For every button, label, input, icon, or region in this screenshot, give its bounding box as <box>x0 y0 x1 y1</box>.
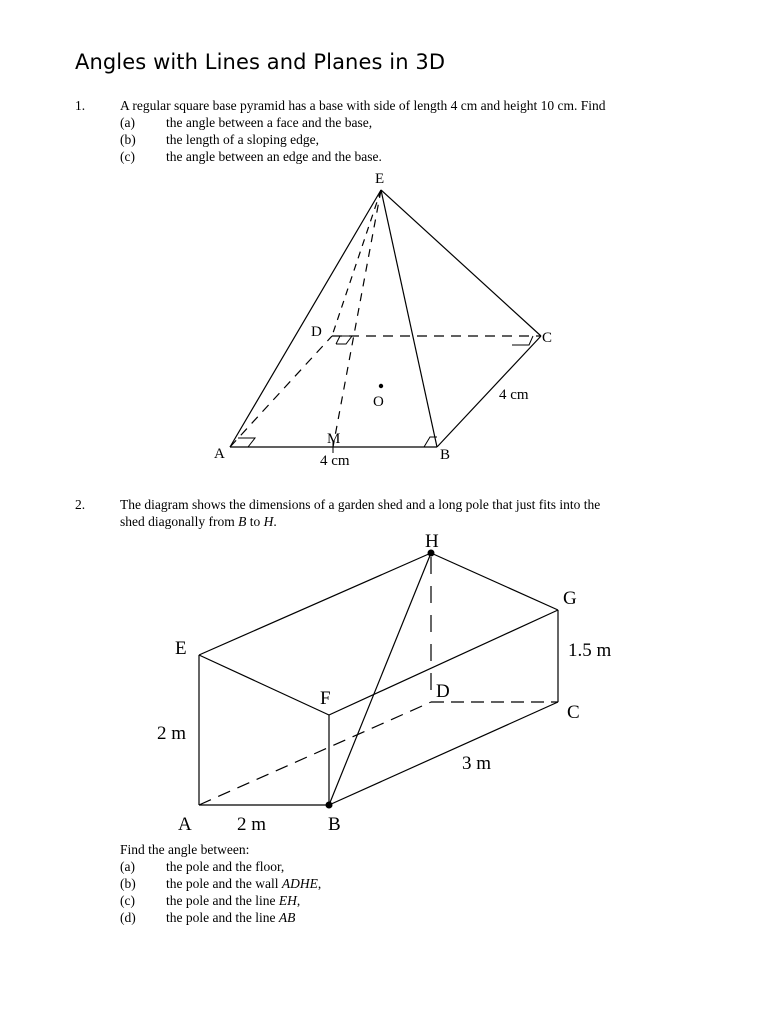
q2-text-line2-pre: shed diagonally from <box>120 514 239 529</box>
point-b-dot <box>326 802 333 809</box>
shed-edge-ef <box>199 655 329 715</box>
q2-number: 2. <box>75 497 86 512</box>
pyramid-edge-ec <box>381 190 541 336</box>
dimension-label-bc2: 3 m <box>462 753 492 774</box>
q1-part-c-label: (c) <box>120 149 135 164</box>
vertex-label-o: O <box>373 394 384 410</box>
shed-edge-hg <box>431 553 558 610</box>
q2-text-line2-end: . <box>273 514 277 529</box>
center-point-o <box>379 384 383 388</box>
vertex-label-a2: A <box>178 814 192 835</box>
dimension-label-ea: 2 m <box>157 723 187 744</box>
vertex-label-c: C <box>542 330 553 346</box>
q1-part-a-label: (a) <box>120 115 135 130</box>
q2-part-c-ital: EH <box>278 893 297 908</box>
pyramid-edge-eb <box>381 190 437 447</box>
dimension-label-bc: 4 cm <box>499 387 529 403</box>
q2-part-d-pre: the pole and the line <box>166 910 279 925</box>
q2-part-c-label: (c) <box>120 893 135 908</box>
right-angle-marker-c <box>512 336 533 345</box>
dimension-label-ab2: 2 m <box>237 814 267 835</box>
pyramid-edge-ad-hidden <box>230 336 332 447</box>
q2-text-line1: The diagram shows the dimensions of a garden shed and a long pole that just fits into the <box>120 497 601 512</box>
vertex-label-g: G <box>563 588 577 609</box>
pyramid-diagram <box>230 190 541 453</box>
page-title: Angles with Lines and Planes in 3D <box>75 50 446 74</box>
vertex-label-b2: B <box>328 814 341 835</box>
q2-part-b-post: , <box>317 876 322 891</box>
q2-part-c-pre: the pole and the line <box>166 893 279 908</box>
q1-number: 1. <box>75 98 86 113</box>
q2-part-b-ital: ADHE <box>281 876 318 891</box>
q2-part-c-post: , <box>296 893 301 908</box>
right-angle-marker-a <box>238 438 255 447</box>
vertex-label-h: H <box>425 531 439 552</box>
pyramid-labels <box>214 171 552 469</box>
pyramid-edge-ea <box>230 190 381 447</box>
q2-part-a-pre: the pole and the floor, <box>166 859 285 874</box>
q2-text-point-h: H <box>263 514 274 529</box>
q2-part-a-label: (a) <box>120 859 135 874</box>
q1-text: A regular square base pyramid has a base with side of length 4 cm and height 10 cm. Find <box>120 98 606 113</box>
q1-part-b-text: the length of a sloping edge, <box>166 132 319 147</box>
vertex-label-b: B <box>440 447 451 463</box>
q2-text-line2-mid: to <box>246 514 264 529</box>
q2-text-point-b: B <box>238 514 247 529</box>
vertex-label-a: A <box>214 446 225 462</box>
q1-part-c-text: the angle between an edge and the base. <box>166 149 382 164</box>
vertex-label-d: D <box>311 324 322 340</box>
right-angle-marker-d <box>336 336 352 344</box>
q2-part-b-label: (b) <box>120 876 136 891</box>
q2-part-d-ital: AB <box>278 910 296 925</box>
pyramid-edge-ed-hidden <box>332 190 381 336</box>
vertex-label-c2: C <box>567 702 580 723</box>
shed-diagram <box>199 553 558 805</box>
q2-find-intro: Find the angle between: <box>120 842 250 857</box>
q1-part-b-label: (b) <box>120 132 136 147</box>
q1-part-a-text: the angle between a face and the base, <box>166 115 373 130</box>
shed-edge-bc <box>329 702 558 805</box>
q2-part-d-label: (d) <box>120 910 136 925</box>
dimension-label-ab: 4 cm <box>320 453 350 469</box>
shed-labels <box>157 531 612 835</box>
vertex-label-f: F <box>320 688 331 709</box>
dimension-label-gc: 1.5 m <box>568 640 612 661</box>
vertex-label-e2: E <box>175 638 187 659</box>
q2-part-b-pre: the pole and the wall <box>166 876 282 891</box>
vertex-label-e: E <box>375 171 385 187</box>
shed-edge-ad-hidden <box>199 702 431 805</box>
vertex-label-d2: D <box>436 681 450 702</box>
vertex-label-m: M <box>327 431 341 447</box>
